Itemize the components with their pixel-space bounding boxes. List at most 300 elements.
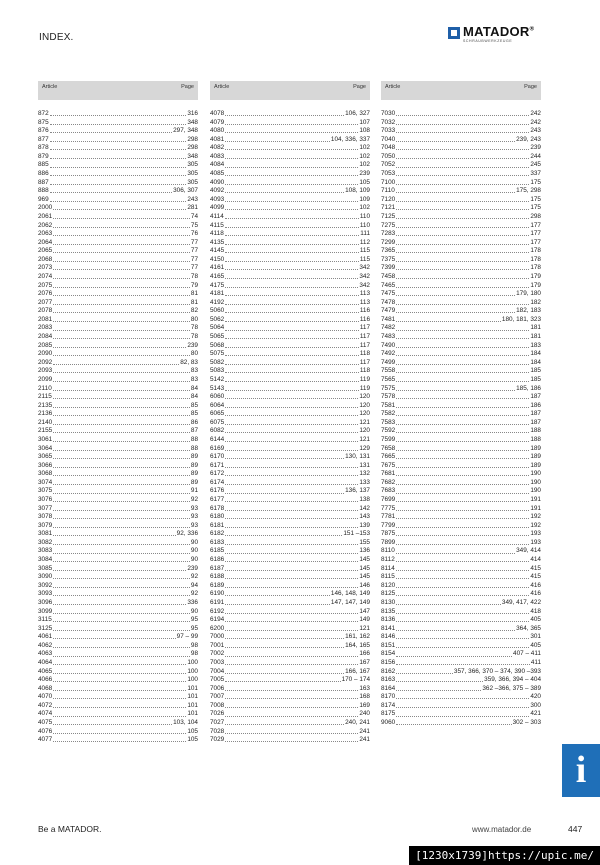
index-row (381, 590, 541, 599)
dot-leader (396, 573, 530, 579)
page-reference: 241 (359, 736, 370, 744)
article-number: 5083 (210, 367, 225, 375)
article-number: 9060 (381, 719, 396, 727)
index-row (38, 608, 198, 617)
page-reference: 100 (187, 676, 198, 684)
index-row (38, 427, 198, 436)
article-number: 878 (38, 144, 49, 152)
dot-leader (53, 487, 190, 493)
index-row (38, 385, 198, 394)
article-number: 2135 (38, 401, 53, 409)
dot-leader (396, 668, 453, 674)
dot-leader (225, 625, 358, 631)
page-reference: 78 (190, 324, 198, 332)
index-row (381, 453, 541, 462)
page-reference: 189 (530, 461, 541, 469)
index-row (381, 324, 541, 333)
dot-leader (396, 702, 529, 708)
dot-leader (225, 273, 358, 279)
page-reference: 175, 298 (516, 187, 541, 195)
page-reference: 81 (190, 290, 198, 298)
page-reference: 102 (359, 144, 370, 152)
article-number: 6060 (210, 393, 225, 401)
article-heading: Article (214, 84, 230, 90)
dot-leader (396, 685, 481, 691)
dot-leader (53, 273, 190, 279)
page-reference: 414 (530, 556, 541, 564)
article-number: 3115 (38, 616, 52, 624)
index-row (210, 487, 370, 496)
page-reference: 118 (359, 350, 370, 358)
page-reference: 187 (530, 410, 541, 418)
dot-leader (53, 316, 190, 322)
article-number: 6200 (210, 624, 225, 632)
article-number: 2136 (38, 410, 53, 418)
index-row (38, 616, 198, 625)
index-row (381, 676, 541, 685)
index-row (38, 230, 198, 239)
index-row (38, 487, 198, 496)
page-reference: 239 (359, 170, 370, 178)
page-reference: 281 (187, 204, 198, 212)
dot-leader (53, 659, 186, 665)
index-row (210, 136, 370, 145)
index-row (38, 642, 198, 651)
article-number: 4175 (210, 281, 225, 289)
index-row (210, 127, 370, 136)
article-number: 7365 (381, 247, 396, 255)
article-number: 4074 (38, 710, 53, 718)
dot-leader (225, 239, 359, 245)
index-row (381, 479, 541, 488)
index-row (381, 119, 541, 128)
dot-leader (225, 659, 358, 665)
index-row (210, 427, 370, 436)
dot-leader (396, 376, 529, 382)
page-heading: Page (181, 84, 194, 90)
dot-leader (396, 367, 529, 373)
index-row (381, 513, 541, 522)
page-reference: 243 (530, 127, 541, 135)
index-row (38, 650, 198, 659)
dot-leader (396, 505, 529, 511)
article-number: 6065 (210, 410, 225, 418)
page-reference: 186 (530, 401, 541, 409)
page-reference: 113 (359, 290, 370, 298)
article-number: 2093 (38, 367, 53, 375)
index-row (210, 565, 370, 574)
page-reference: 145 (359, 573, 370, 581)
index-row (38, 410, 198, 419)
page-reference: 298 (187, 144, 198, 152)
article-number: 6181 (210, 521, 225, 529)
page-reference: 420 (530, 693, 541, 701)
dot-leader (225, 170, 358, 176)
article-number: 7006 (210, 684, 225, 692)
page-reference: 121 (359, 435, 370, 443)
index-row (381, 633, 541, 642)
article-number: 8151 (381, 641, 396, 649)
index-row (381, 144, 541, 153)
index-row (381, 385, 541, 394)
page-reference: 342 (359, 272, 370, 280)
index-row (210, 513, 370, 522)
article-number: 2073 (38, 264, 53, 272)
article-number: 4082 (210, 144, 225, 152)
dot-leader (396, 590, 529, 596)
page-reference: 77 (190, 255, 198, 263)
dot-leader (53, 367, 190, 373)
index-row (381, 359, 541, 368)
index-row (38, 222, 198, 231)
index-row (38, 710, 198, 719)
index-row (38, 453, 198, 462)
page-reference: 193 (530, 538, 541, 546)
index-row (38, 213, 198, 222)
article-number: 7028 (210, 727, 225, 735)
index-row (38, 702, 198, 711)
article-number: 3061 (38, 435, 53, 443)
page-reference: 77 (190, 264, 198, 272)
article-number: 6188 (210, 573, 225, 581)
article-number: 879 (38, 152, 49, 160)
index-row (381, 153, 541, 162)
index-row (381, 693, 541, 702)
dot-leader (53, 222, 190, 228)
index-row (381, 247, 541, 256)
dot-leader (396, 393, 529, 399)
article-number: 7458 (381, 272, 396, 280)
article-number: 7475 (381, 290, 396, 298)
index-row (381, 625, 541, 634)
article-number: 3099 (38, 607, 53, 615)
page-reference: 93 (190, 521, 198, 529)
page-reference: 181 (530, 324, 541, 332)
dot-leader (225, 179, 358, 185)
article-number: 2068 (38, 255, 53, 263)
dot-leader (225, 393, 358, 399)
index-row (38, 402, 198, 411)
page-reference: 405 (530, 616, 541, 624)
article-number: 6169 (210, 444, 225, 452)
index-column-1 (38, 81, 198, 745)
index-row (210, 616, 370, 625)
article-number: 7000 (210, 633, 225, 641)
article-number: 3068 (38, 470, 53, 478)
article-number: 8125 (381, 590, 396, 598)
article-number: 4090 (210, 178, 225, 186)
index-row (38, 264, 198, 273)
dot-leader (225, 204, 358, 210)
article-number: 6144 (210, 435, 225, 443)
dot-leader (225, 539, 358, 545)
dot-leader (396, 599, 501, 605)
dot-leader (225, 427, 358, 433)
index-row (381, 239, 541, 248)
index-row (210, 436, 370, 445)
index-row (38, 539, 198, 548)
article-number: 7592 (381, 427, 396, 435)
article-number: 7052 (381, 161, 396, 169)
dot-leader (53, 427, 190, 433)
dot-leader (396, 127, 529, 133)
page-reference: 146 (359, 581, 370, 589)
index-row (210, 376, 370, 385)
article-number: 7665 (381, 453, 396, 461)
article-number: 6194 (210, 616, 225, 624)
page-reference: 179 (530, 281, 541, 289)
page-reference: 92 (190, 573, 198, 581)
index-row (38, 462, 198, 471)
page-reference: 78 (190, 333, 198, 341)
dot-leader (225, 410, 358, 416)
index-row (381, 599, 541, 608)
index-row (381, 556, 541, 565)
index-row (210, 539, 370, 548)
page-reference: 116 (359, 307, 370, 315)
index-row (38, 547, 198, 556)
index-row (381, 616, 541, 625)
index-row (38, 204, 198, 213)
index-row (381, 179, 541, 188)
article-number: 4081 (210, 135, 225, 143)
footer-slogan: Be a MATADOR. (38, 824, 102, 834)
dot-leader (225, 650, 358, 656)
page-reference: 117 (359, 333, 370, 341)
index-row (210, 213, 370, 222)
index-row (381, 264, 541, 273)
index-row (38, 393, 198, 402)
dot-leader (396, 650, 512, 656)
dot-leader (396, 419, 529, 425)
index-row (38, 582, 198, 591)
dot-leader (396, 239, 529, 245)
page-reference: 185 (530, 367, 541, 375)
dot-leader (53, 693, 186, 699)
dot-leader (50, 187, 172, 193)
dot-leader (53, 324, 190, 330)
dot-leader (50, 170, 187, 176)
index-row (210, 239, 370, 248)
article-number: 3065 (38, 453, 53, 461)
index-row (381, 642, 541, 651)
page-reference: 97 – 99 (176, 633, 198, 641)
page-reference: 88 (190, 444, 198, 452)
article-number: 7575 (381, 384, 396, 392)
dot-leader (396, 110, 529, 116)
page-reference: 110 (359, 212, 370, 220)
dot-leader (396, 530, 529, 536)
page-reference: 76 (190, 230, 198, 238)
dot-leader (225, 719, 344, 725)
article-number: 5075 (210, 350, 225, 358)
article-number: 4099 (210, 204, 225, 212)
page-reference: 118 (359, 367, 370, 375)
dot-leader (53, 342, 186, 348)
article-number: 3092 (38, 581, 53, 589)
dot-leader (396, 625, 515, 631)
index-row (210, 299, 370, 308)
index-row (38, 522, 198, 531)
dot-leader (53, 264, 190, 270)
page-reference: 112 (359, 238, 370, 246)
article-number: 877 (38, 135, 49, 143)
article-number: 7499 (381, 358, 396, 366)
article-number: 4085 (210, 170, 225, 178)
page-reference: 139 (359, 521, 370, 529)
watermark-stamp: [1230x1739]https://upic.me/ (409, 846, 600, 865)
index-row (210, 590, 370, 599)
dot-leader (396, 710, 529, 716)
index-row (381, 376, 541, 385)
index-row (38, 316, 198, 325)
page-reference: 184 (530, 350, 541, 358)
index-row (210, 693, 370, 702)
page-reference: 151 –153 (343, 530, 370, 538)
article-number: 876 (38, 127, 49, 135)
index-row (210, 556, 370, 565)
article-number: 3083 (38, 547, 53, 555)
footer-url: www.matador.de (472, 825, 532, 834)
dot-leader (53, 393, 190, 399)
index-row (381, 316, 541, 325)
index-row (38, 445, 198, 454)
dot-leader (53, 470, 190, 476)
page-reference: 84 (190, 393, 198, 401)
page-reference: 178 (530, 264, 541, 272)
index-row (210, 530, 370, 539)
page-reference: 77 (190, 238, 198, 246)
article-number: 8110 (381, 547, 395, 555)
article-number: 8120 (381, 581, 396, 589)
dot-leader (53, 359, 179, 365)
index-row (381, 659, 541, 668)
article-number: 7492 (381, 350, 396, 358)
index-row (381, 650, 541, 659)
index-row (210, 247, 370, 256)
index-row (210, 410, 370, 419)
article-number: 7875 (381, 530, 396, 538)
dot-leader (396, 496, 529, 502)
article-number: 6082 (210, 427, 225, 435)
article-number: 3075 (38, 487, 53, 495)
article-number: 7490 (381, 341, 396, 349)
page-reference: 175 (530, 178, 541, 186)
page-reference: 103, 104 (173, 719, 198, 727)
index-row (210, 547, 370, 556)
dot-leader (50, 127, 172, 133)
dot-leader (53, 565, 186, 571)
article-number: 7478 (381, 298, 396, 306)
article-number: 8135 (381, 607, 396, 615)
article-number: 3090 (38, 573, 53, 581)
article-number: 7003 (210, 659, 225, 666)
article-number: 3082 (38, 538, 53, 546)
page-reference: 100 (187, 659, 198, 666)
index-row (381, 496, 541, 505)
page-reference: 239 (187, 564, 198, 572)
article-number: 8163 (381, 676, 396, 684)
index-row (210, 659, 370, 668)
dot-leader (53, 728, 186, 734)
index-row (381, 668, 541, 677)
dot-leader (396, 445, 529, 451)
article-number: 875 (38, 118, 49, 126)
index-row (38, 367, 198, 376)
page-number: 447 (568, 824, 583, 834)
article-number: 6172 (210, 470, 225, 478)
index-row (210, 282, 370, 291)
index-row (381, 487, 541, 496)
page-reference: 101 (187, 684, 198, 692)
page-reference: 177 (530, 230, 541, 238)
index-row (38, 513, 198, 522)
page-reference: 136 (359, 547, 370, 555)
article-number: 2061 (38, 212, 53, 220)
dot-leader (53, 599, 186, 605)
dot-leader (53, 642, 190, 648)
page-reference: 98 (190, 650, 198, 658)
page-reference: 105 (359, 178, 370, 186)
dot-leader (225, 693, 358, 699)
article-number: 8136 (381, 616, 396, 624)
index-row (210, 736, 370, 745)
index-row (381, 350, 541, 359)
dot-leader (396, 693, 529, 699)
dot-leader (396, 247, 529, 253)
index-rows (38, 110, 198, 745)
article-number: 4083 (210, 152, 225, 160)
article-number: 4075 (38, 719, 53, 727)
article-number: 6171 (210, 461, 225, 469)
dot-leader (53, 590, 190, 596)
page-reference: 77 (190, 247, 198, 255)
article-number: 8170 (381, 693, 396, 701)
index-row (38, 256, 198, 265)
index-row (38, 333, 198, 342)
dot-leader (396, 316, 501, 322)
dot-leader (53, 676, 186, 682)
page-reference: 117 (359, 341, 370, 349)
dot-leader (225, 728, 358, 734)
index-row (381, 582, 541, 591)
article-number: 4072 (38, 701, 53, 709)
index-row (210, 650, 370, 659)
article-number: 6190 (210, 590, 225, 598)
column-header (210, 81, 370, 100)
page-reference: 239 (187, 341, 198, 349)
index-row (381, 170, 541, 179)
dot-leader (396, 350, 529, 356)
article-number: 4181 (210, 290, 225, 298)
logo-mark-icon (448, 27, 460, 39)
article-number: 2090 (38, 350, 53, 358)
article-number: 3093 (38, 590, 53, 598)
page-reference: 129 (359, 444, 370, 452)
page-reference: 85 (190, 410, 198, 418)
article-number: 7040 (381, 135, 396, 143)
index-row (210, 633, 370, 642)
index-row (38, 136, 198, 145)
index-row (38, 290, 198, 299)
dot-leader (50, 179, 187, 185)
dot-leader (225, 616, 358, 622)
page-reference: 359, 366, 394 – 404 (484, 676, 541, 684)
page-reference: 90 (190, 556, 198, 564)
page-reference: 177 (530, 238, 541, 246)
page-reference: 92, 336 (176, 530, 198, 538)
dot-leader (53, 307, 190, 313)
